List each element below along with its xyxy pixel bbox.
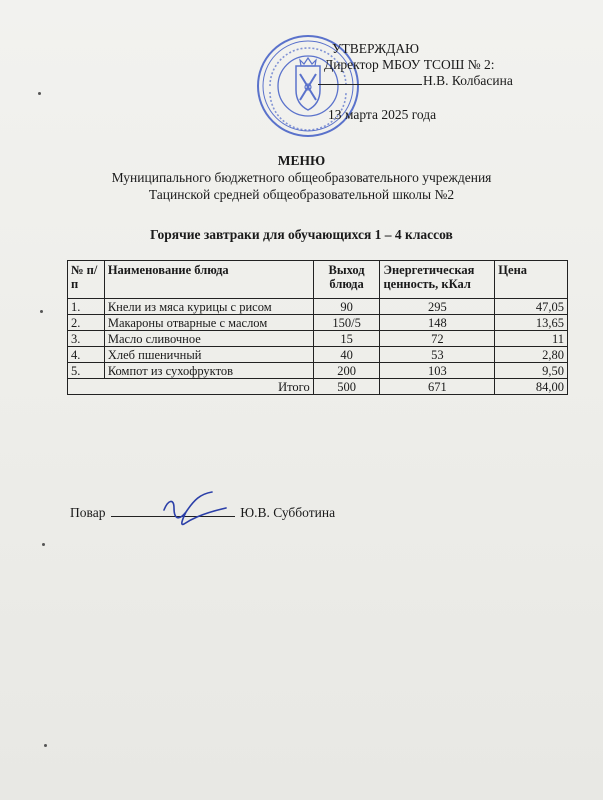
cook-label: Повар: [70, 505, 106, 520]
row-price: 9,50: [495, 363, 568, 379]
approval-date: 13 марта 2025 года: [328, 107, 437, 122]
row-output: 15: [313, 331, 380, 347]
signature-underline: [318, 73, 422, 85]
table-row: [68, 299, 568, 315]
header-output: Выход блюда: [313, 261, 380, 299]
total-energy: 671: [380, 379, 495, 395]
header-energy: Энергетическая ценность, кКал: [380, 261, 495, 299]
header-name: Наименование блюда: [104, 261, 313, 299]
row-num: 5.: [68, 363, 105, 379]
organization-line-1: Муниципального бюджетного общеобразовательного учреждения: [111, 170, 492, 185]
table-header-row: [68, 261, 568, 299]
row-price: 2,80: [495, 347, 568, 363]
row-num: 4.: [68, 347, 105, 363]
row-name: Компот из сухофруктов: [104, 363, 313, 379]
row-num: 2.: [68, 315, 105, 331]
row-price: 13,65: [495, 315, 568, 331]
table-row: [68, 331, 568, 347]
row-output: 40: [313, 347, 380, 363]
document-title: МЕНЮ: [277, 153, 326, 168]
approval-position: Директор МБОУ ТСОШ № 2:: [324, 57, 495, 72]
table-total-row: [68, 379, 568, 395]
row-price: 11: [495, 331, 568, 347]
row-output: 200: [313, 363, 380, 379]
menu-subtitle: Горячие завтраки для обучающихся 1 – 4 классов: [150, 227, 453, 242]
row-output: 90: [313, 299, 380, 315]
row-name: Макароны отварные с маслом: [104, 315, 313, 331]
row-energy: 103: [380, 363, 495, 379]
row-energy: 72: [380, 331, 495, 347]
row-output: 150/5: [313, 315, 380, 331]
table-row: [68, 363, 568, 379]
total-output: 500: [313, 379, 380, 395]
approval-heading: УТВЕРЖДАЮ: [332, 41, 420, 56]
handwritten-signature-icon: [160, 488, 230, 528]
row-name: Масло сливочное: [104, 331, 313, 347]
header-num: № п/п: [68, 261, 105, 299]
row-name: Кнели из мяса курицы с рисом: [104, 299, 313, 315]
approval-name: Н.В. Колбасина: [423, 73, 513, 88]
row-num: 3.: [68, 331, 105, 347]
punch-mark: [42, 543, 45, 546]
total-price: 84,00: [495, 379, 568, 395]
cook-name: Ю.В. Субботина: [240, 505, 336, 520]
table-row: [68, 347, 568, 363]
table-row: [68, 315, 568, 331]
row-energy: 148: [380, 315, 495, 331]
row-price: 47,05: [495, 299, 568, 315]
punch-mark: [38, 92, 41, 95]
total-label: Итого: [68, 379, 314, 395]
row-energy: 295: [380, 299, 495, 315]
organization-line-2: Тацинской средней общеобразовательной школы №2: [148, 187, 455, 202]
row-energy: 53: [380, 347, 495, 363]
row-num: 1.: [68, 299, 105, 315]
header-price: Цена: [495, 261, 568, 299]
approval-signature-line: [318, 72, 513, 89]
row-name: Хлеб пшеничный: [104, 347, 313, 363]
punch-mark: [40, 310, 43, 313]
punch-mark: [44, 744, 47, 747]
menu-table: [67, 260, 568, 395]
